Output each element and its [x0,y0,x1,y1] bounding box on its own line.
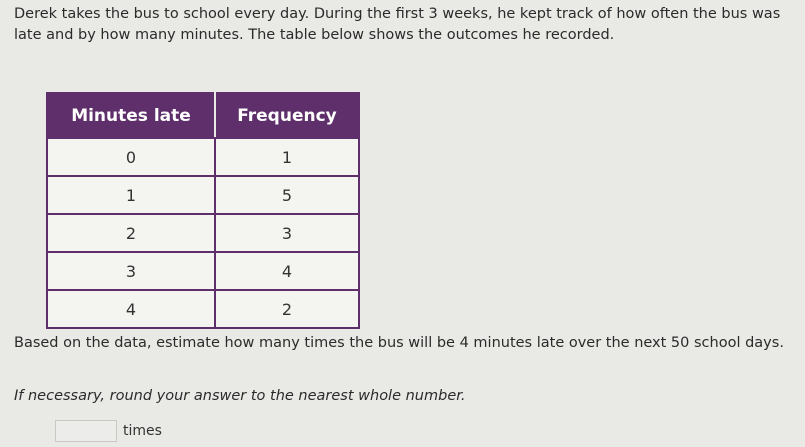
answer-row [55,420,162,442]
table-row [47,290,359,328]
table-header-row [47,93,359,138]
problem-question: Based on the data, estimate how many times the bus will be 4 minutes late over the next 50 school days. [14,335,784,351]
frequency-table [46,92,360,329]
cell-minutes-late: 4 [47,290,215,328]
table-row [47,252,359,290]
cell-minutes-late: 0 [47,138,215,176]
table-row [47,214,359,252]
cell-minutes-late: 1 [47,176,215,214]
cell-frequency: 5 [215,176,359,214]
answer-unit-label: times [123,423,162,439]
header-minutes-late: Minutes late [47,93,215,138]
cell-frequency: 1 [215,138,359,176]
answer-input[interactable] [55,420,117,442]
cell-minutes-late: 2 [47,214,215,252]
cell-frequency: 2 [215,290,359,328]
problem-intro: Derek takes the bus to school every day. During the first 3 weeks, he kept track of how often the bus was late and by how many minutes. The table below shows the outcomes he recorded. [14,6,781,43]
header-frequency: Frequency [215,93,359,138]
cell-minutes-late: 3 [47,252,215,290]
cell-frequency: 3 [215,214,359,252]
rounding-instruction: If necessary, round your answer to the nearest whole number. [14,388,466,404]
table-row [47,138,359,176]
table-row [47,176,359,214]
cell-frequency: 4 [215,252,359,290]
